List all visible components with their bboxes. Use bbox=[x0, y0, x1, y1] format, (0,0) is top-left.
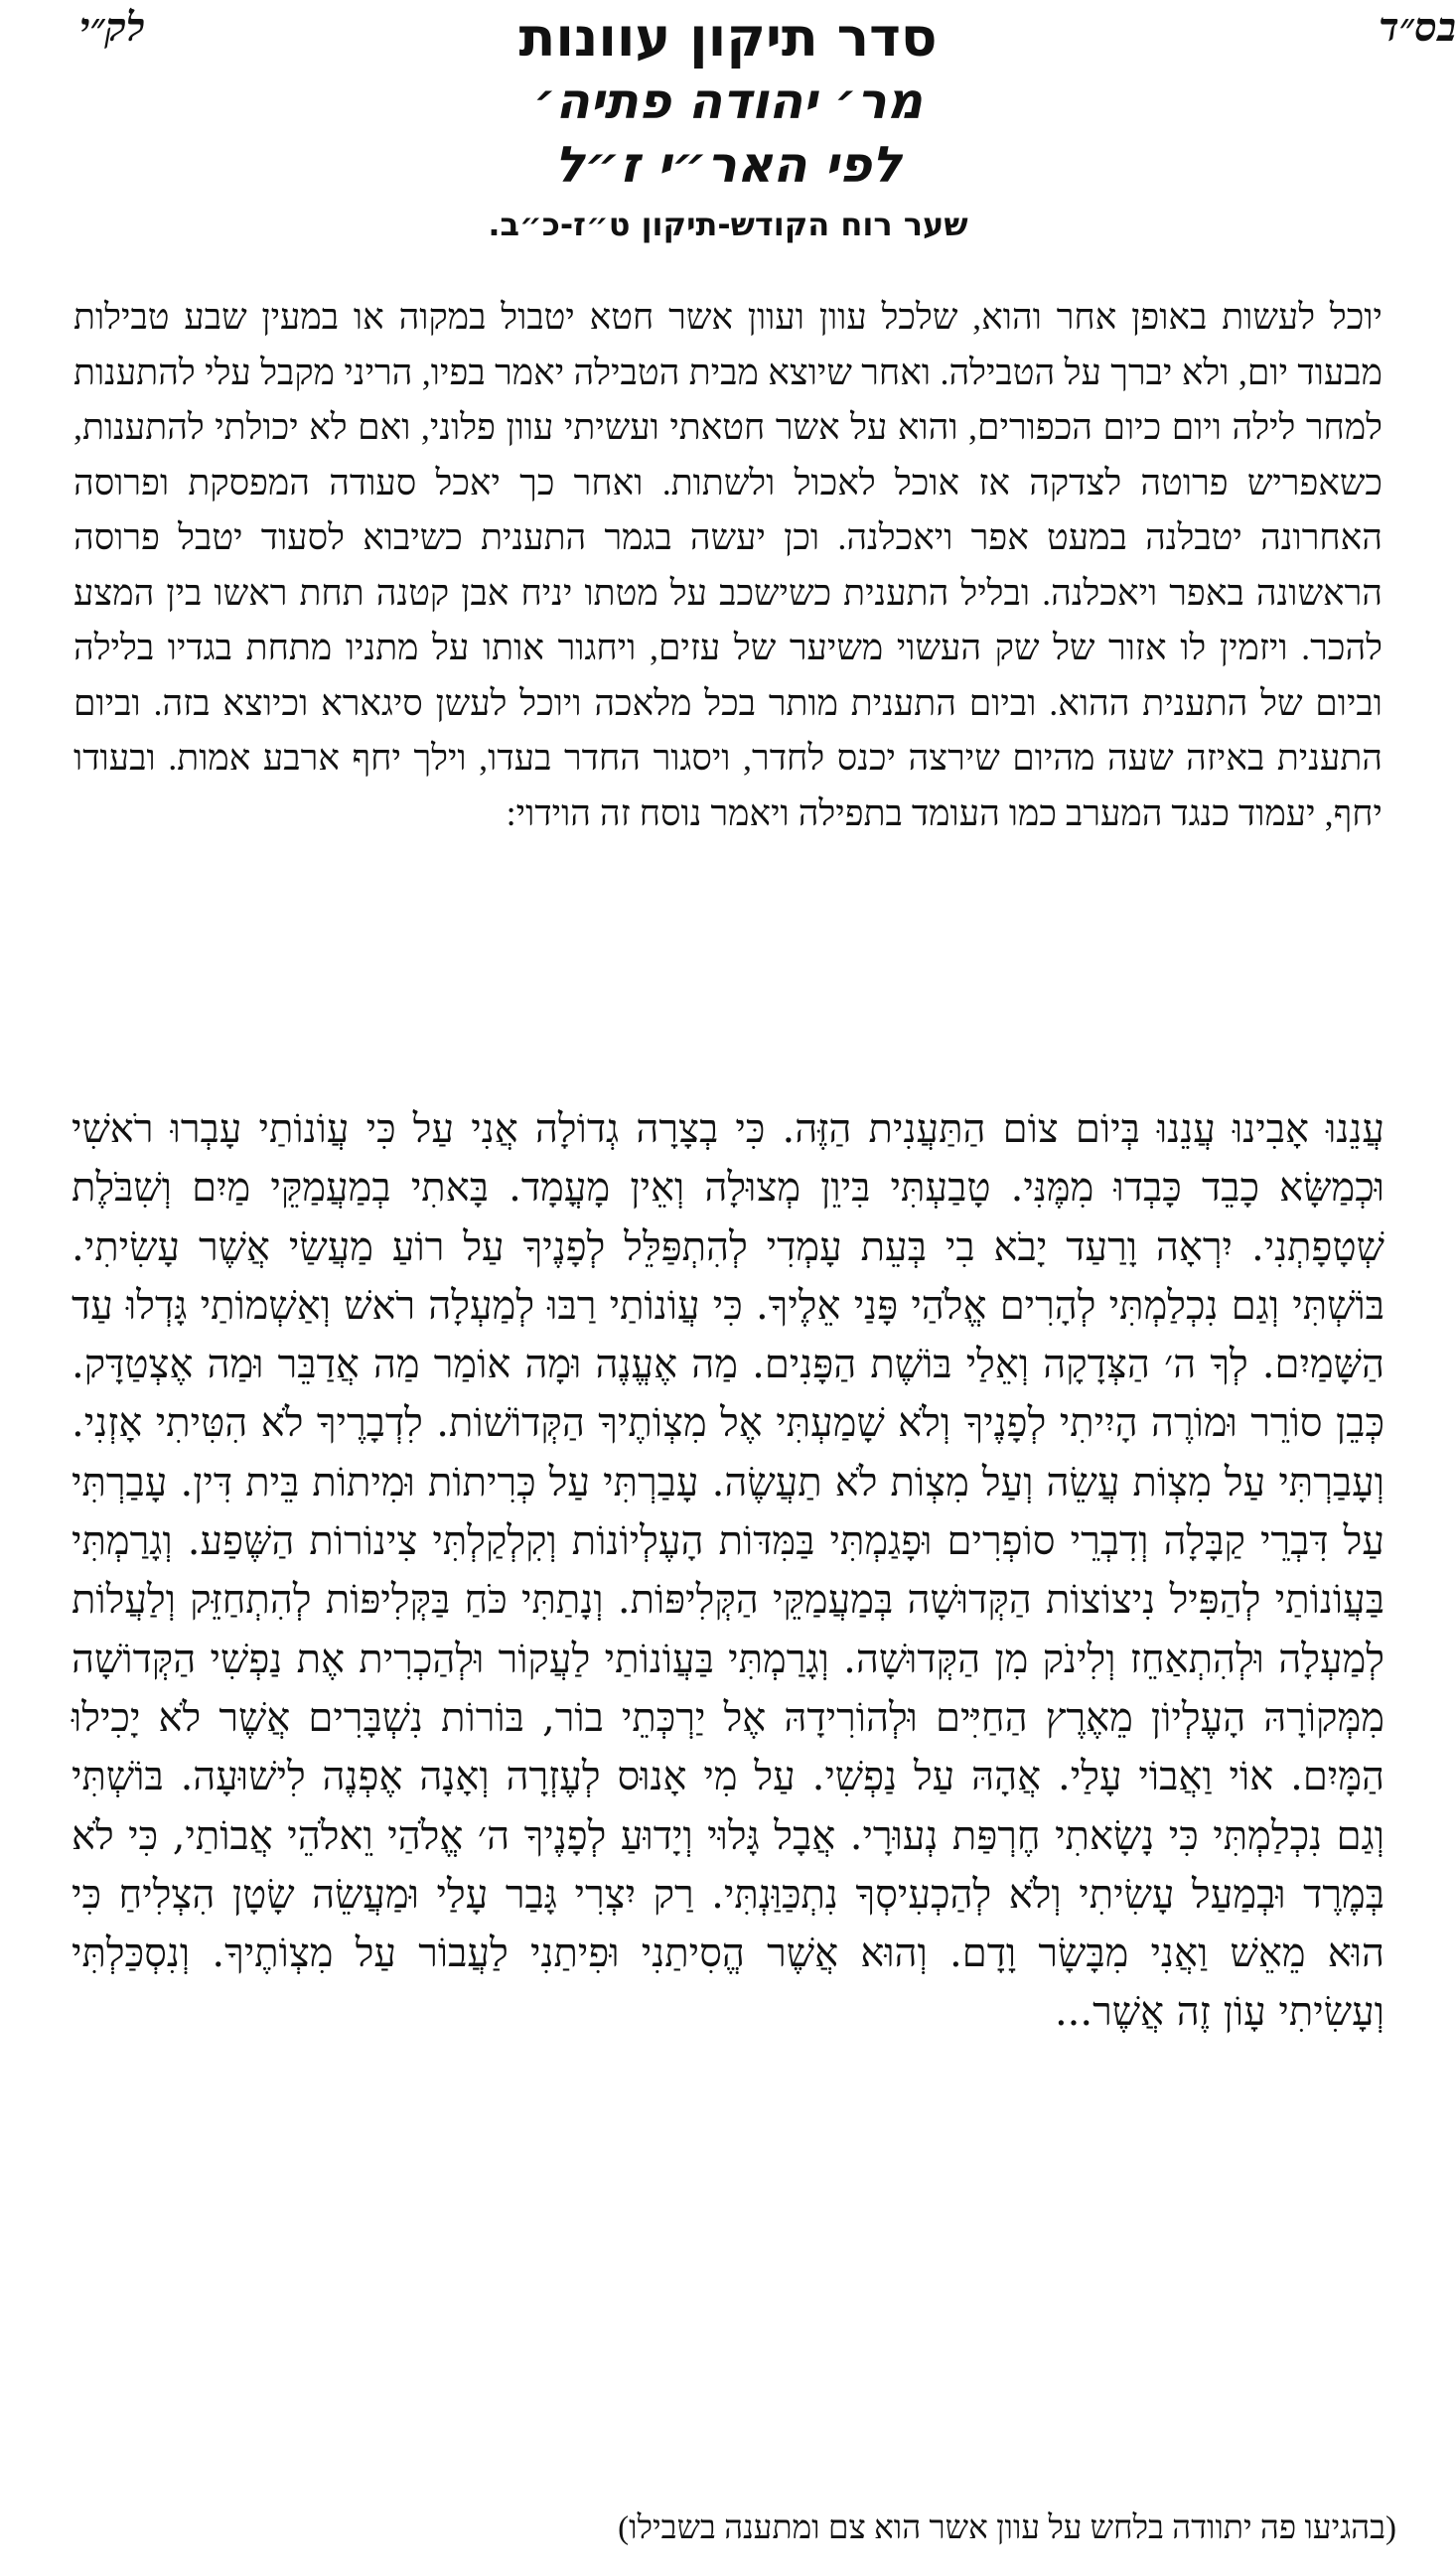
document-source-reference: שער רוח הקודש-תיקון ט״ז-כ״ב. bbox=[488, 206, 968, 243]
closing-instruction: (בהגיעו פה יתוודה בלחש על עוון אשר הוא צם ומתענה בשבילו) bbox=[618, 2510, 1396, 2546]
confession-prayer-paragraph: עֲנֵנוּ אָבִינוּ עֲנֵנוּ בְּיוֹם צוֹם הַתַּעֲנִית הַזֶּה. כִּי בְצָרָה גְדוֹלָה אֲנִי עַל כִּי עֲוֹנוֹתַי עָבְרוּ רֹאשִׁי וּכְמַשָּׂא כָבֵד כָּבְדוּ מִמֶּנִּי. טָבַעְתִּי בִּיוֵן מְצוּלָה וְאֵין מָעֳמָד. בָּאתִי בְמַעֲמַקֵּי מַיִם וְשִׁבֹּלֶת שְׁטָפָתְנִי. יִרְאָה וָרַעַד יָבֹא בִי בְּעֵת עָמְדִי לְהִתְפַּלֵּל לְפָנֶיךָ עַל רוֹעַ מַעֲשַׂי אֲשֶׁר עָשִׂיתִי. בּוֹשְׁתִּי וְגַם נִכְלַמְתִּי לְהָרִים אֱלֹהַי פָּנַי אֵלֶיךָ. כִּי עֲוֹנוֹתַי רַבּוּ לְמַעְלָה רֹאשׁ וְאַשְׁמוֹתַי גָּדְלוּ עַד הַשָּׁמַיִם. לְךָ ה׳ הַצְּדָקָה וְאֵלַי בּוֹשֶׁת הַפָּנִים. מַה אֶעֱנֶה וּמָה אוֹמַר מַה אֲדַבֵּר וּמַה אֶצְטַדָּק. כְּבֵן סוֹרֵר וּמוֹרֶה הָיִיתִי לְפָנֶיךָ וְלֹא שָׁמַעְתִּי אֶל מִצְוֹתֶיךָ הַקְּדוֹשׁוֹת. לִדְבָרֶיךָ לֹא הִטִּיתִי אָזְנִי. וְעָבַרְתִּי עַל מִצְוֹת עֲשֵׂה וְעַל מִצְוֹת לֹא תַעֲשֶׂה. עָבַרְתִּי עַל כְּרִיתוֹת וּמִיתוֹת בֵּית דִּין. עָבַרְתִּי עַל דִּבְרֵי קַבָּלָה וְדִבְרֵי סוֹפְרִים וּפָגַמְתִּי בַּמִּדּוֹת הָעֶלְיוֹנוֹת וְקִלְקַלְתִּי צִינוֹרוֹת הַשֶּׁפַע. וְגָרַמְתִּי בַּעֲוֹנוֹתַי לְהַפִּיל נִיצוֹצוֹת הַקְּדוּשָׁה בְּמַעֲמַקֵּי הַקְּלִיפּוֹת. וְנָתַתִּי כֹּחַ בַּקְּלִיפּוֹת לְהִתְחַזֵּק וְלַעֲלוֹת לְמַעְלָה וּלְהִתְאַחֵז וְלִינֹק מִן הַקְּדוּשָׁה. וְגָרַמְתִּי בַּעֲוֹנוֹתַי לַעֲקוֹר וּלְהַכְרִית אֶת נַפְשִׁי הַקְּדוֹשָׁה מִמְּקוֹרָהּ הָעֶלְיוֹן מֵאֶרֶץ הַחַיִּים וּלְהוֹרִידָהּ אֶל יַרְכְּתֵי בוֹר, בּוֹרוֹת נִשְׁבָּרִים אֲשֶׁר לֹא יָכִילוּ הַמָּיִם. אוֹי וַאֲבוֹי עָלַי. אֲהָהּ עַל נַפְשִׁי. עַל מִי אָנוּס לְעֶזְרָה וְאָנָה אֶפְנֶה לִישׁוּעָה. בּוֹשְׁתִּי וְגַם נִכְלַמְתִּי כִּי נָשָׂאתִי חֶרְפַּת נְעוּרָי. אֲבָל גָּלוּי וְיָדוּעַ לְפָנֶיךָ ה׳ אֱלֹהַי וֵאלֹהֵי אֲבוֹתַי, כִּי לֹא בְּמֶרֶד וּבְמַעַל עָשִׂיתִי וְלֹא לְהַכְעִיסְךָ נִתְכַּוַּנְתִּי. רַק יִצְרִי גָּבַר עָלַי וּמַעֲשֵׂה שָׂטָן הִצְלִיחַ כִּי הוּא מֵאֵשׁ וַאֲנִי מִבָּשָׂר וָדָם. וְהוּא אֲשֶׁר הֱסִיתַנִי וּפִיתַנִי לַעֲבוֹר עַל מִצְוֹתֶיךָ. וְנִסְכַּלְתִּי וְעָשִׂיתִי עָוֹן זֶה אֲשֶׁר... bbox=[72, 1106, 1385, 2036]
corner-mark-lky: לק״י bbox=[79, 5, 145, 50]
corner-mark-bsd: בס״ד bbox=[1379, 5, 1456, 50]
document-author: מר׳ יהודה פתיה׳ bbox=[533, 72, 923, 130]
intro-paragraph: יוכל לעשות באופן אחר והוא, שלכל עוון ועוון אשר חטא יטבול במקוה או במעין שבע טבילות מבעוד יום, ולא יברך על הטבילה. ואחר שיוצא מבית הטבילה יאמר בפיו, הריני מקבל עלי להתענות למחר לילה ויום כיום הכפורים, והוא על אשר חטאתי ועשיתי עוון פלוני, ואם לא יכולתי להתענות, כשאפריש פרוטה לצדקה אז אוכל לאכול ולשתות. ואחר כך יאכל סעודה המפסקת ופרוסה האחרונה יטבלנה במעט אפר ויאכלנה. וכן יעשה בגמר התענית כשיבוא לסעוד יטבל פרוסה הראשונה באפר ויאכלנה. ובליל התענית כשישכב על מטתו יניח אבן קטנה תחת ראשו בין המצע להכר. ויזמין לו אזור של שק העשוי משיער של עזים, ויחגור אותו על מתניו מתחת בגדיו בלילה וביום של התענית ההוא. וביום התענית מותר בכל מלאכה ויוכל לעשן סיגארא וכיוצא בזה. וביום התענית באיזה שעה מהיום שירצה יכנס לחדר, ויסגור החדר בעדו, וילך יחף ארבע אמות. ובעודו יחף, יעמוד כנגד המערב כמו העומד בתפילה ויאמר נוסח זה הוידוי: bbox=[73, 297, 1383, 833]
document-tradition: לפי האר״י ז״ל bbox=[554, 136, 902, 194]
document-title: סדר תיקון עוונות bbox=[518, 6, 938, 69]
document-header bbox=[298, 0, 1158, 248]
